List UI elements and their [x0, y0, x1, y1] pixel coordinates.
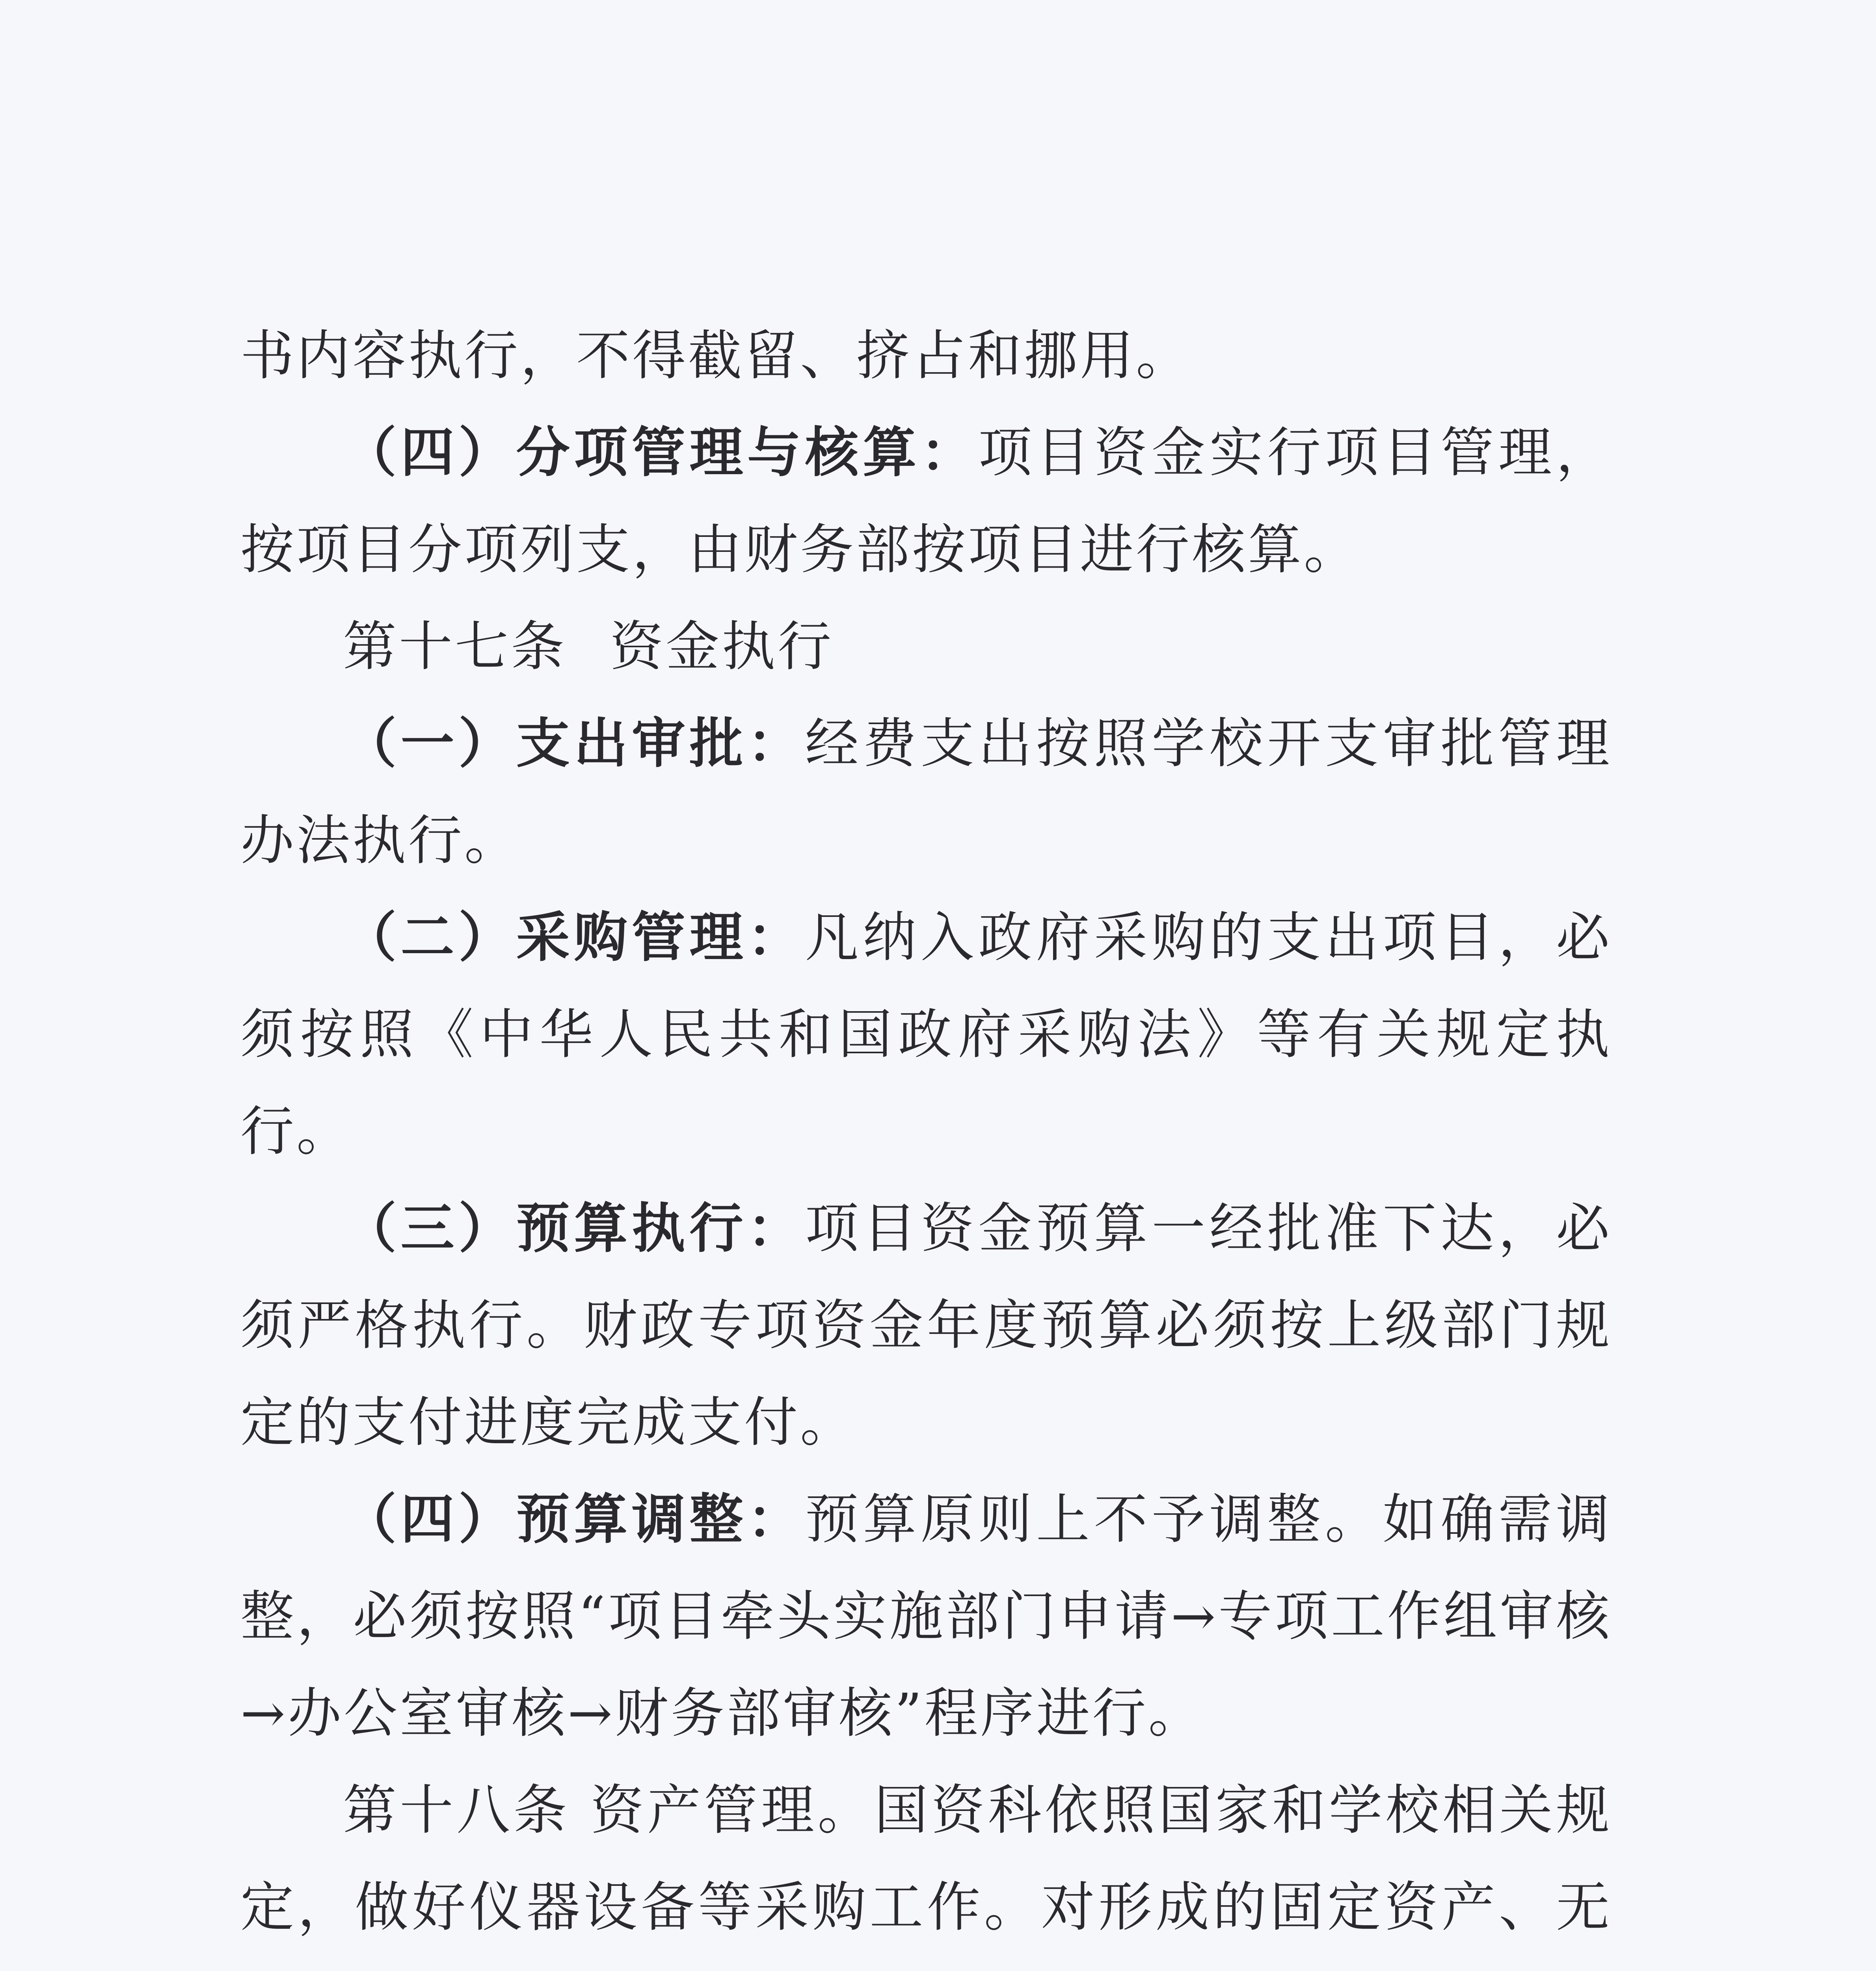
paragraph-text: 预算原则上不予调整。如确需调整，必须按照“项目牵头实施部门申请→专项工作组审核→办公室审核→财务部审核”程序进行。 — [240, 1488, 1612, 1745]
paragraph-text: 书内容执行，不得截留、挤占和挪用。 — [240, 325, 1192, 387]
paragraph-item-4-accounting — [240, 404, 1612, 598]
paragraph-text: 第十八条 资产管理。国资科依照国家和学校相关规定，做好仪器设备等采购工作。对形成的固定资产、无 — [240, 1779, 1612, 1939]
paragraph-text: 凡纳入政府采购的支出项目，必须按照《中华人民共和国政府采购法》等有关规定执行。 — [240, 907, 1612, 1163]
document-body — [240, 307, 1612, 1971]
item-heading: （四）分项管理与核算： — [343, 422, 979, 484]
paragraph-item-1-approval — [240, 695, 1612, 889]
item-heading: （四）预算调整： — [343, 1488, 805, 1551]
paragraph-text: 项目资金预算一经批准下达，必须严格执行。财政专项资金年度预算必须按上级部门规定的支付进度完成支付。 — [240, 1198, 1612, 1454]
paragraph-continuation — [240, 307, 1612, 404]
article-heading-text: 第十七条 资金执行 — [343, 616, 834, 678]
paragraph-text: 经费支出按照学校开支审批管理办法执行。 — [240, 713, 1612, 872]
item-heading: （三）预算执行： — [343, 1198, 805, 1260]
article-18-asset-management — [240, 1762, 1612, 1971]
item-heading: （一）支出审批： — [343, 713, 805, 775]
article-17-heading — [240, 598, 1612, 695]
paragraph-item-4-budget-adjustment — [240, 1471, 1612, 1762]
item-heading: （二）采购管理： — [343, 907, 805, 969]
paragraph-item-3-budget-execution — [240, 1180, 1612, 1471]
paragraph-item-2-procurement — [240, 889, 1612, 1180]
paragraph-text: 项目资金实行项目管理，按项目分项列支，由财务部按项目进行核算。 — [240, 422, 1612, 581]
